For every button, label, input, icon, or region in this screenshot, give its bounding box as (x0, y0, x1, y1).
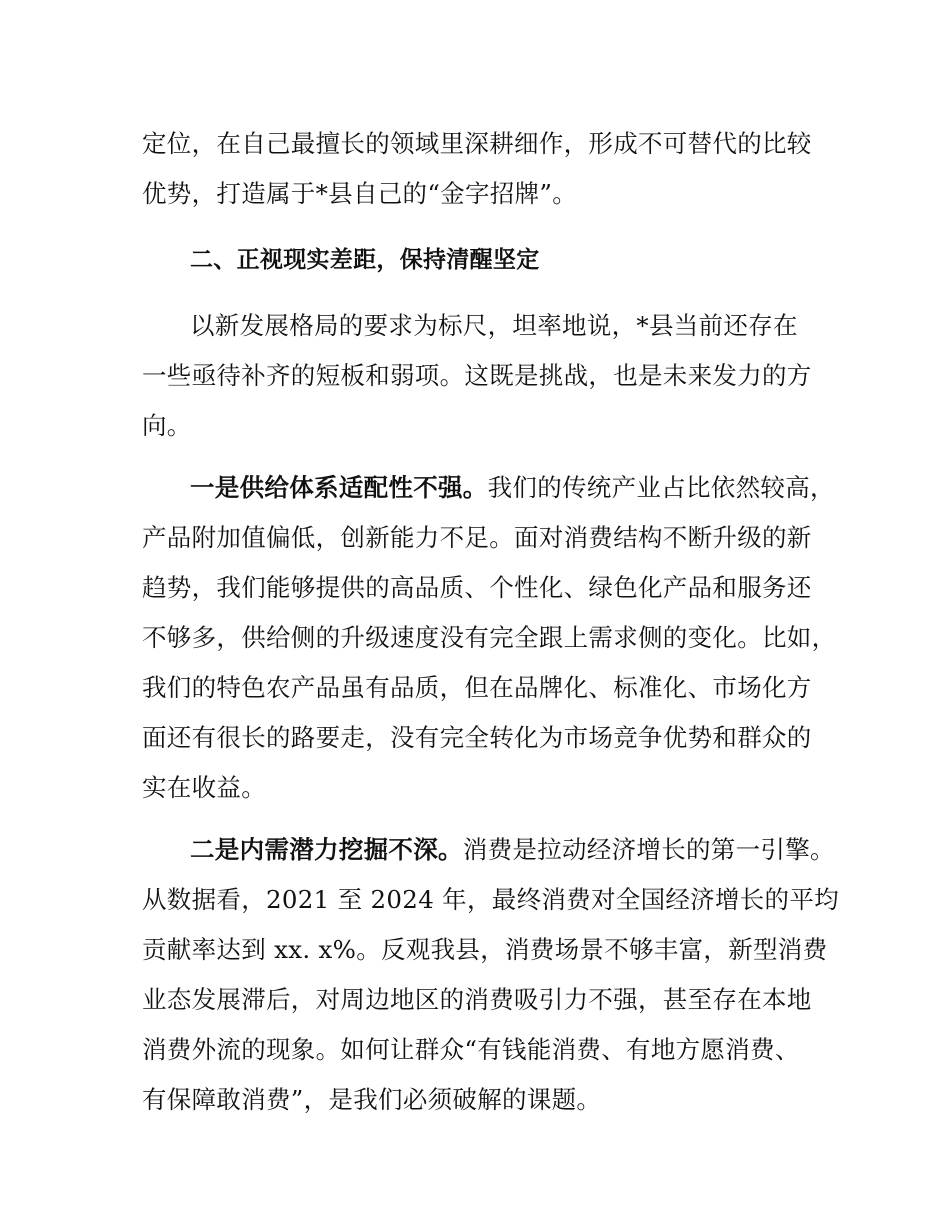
intro-line-2: 优势，打造属于*县自己的“金字招牌”。 (142, 179, 577, 208)
point-two-lead: 二是内需潜力挖掘不深。 (190, 835, 463, 864)
intro-line-1: 定位，在自己最擅长的领域里深耕细作，形成不可替代的比较 (142, 129, 812, 158)
section-heading: 二、正视现实差距，保持清醒坚定 (190, 247, 540, 273)
point-one-first-line-rest: 我们的传统产业占比依然较高， (487, 473, 835, 502)
point-one-line-2: 产品附加值偏低，创新能力不足。面对消费结构不断升级的新 (142, 523, 812, 552)
point-two-first-line-rest: 消费是拉动经济增长的第一引擎。 (462, 835, 835, 864)
point-one-line-5: 我们的特色农产品虽有品质，但在品牌化、标准化、市场化方 (142, 673, 812, 702)
point-two-line-5: 消费外流的现象。如何让群众“有钱能消费、有地方愿消费、 (142, 1035, 800, 1064)
point-one-line-6: 面还有很长的路要走，没有完全转化为市场竞争优势和群众的 (142, 723, 812, 752)
point-two-line-2: 从数据看，2021 至 2024 年，最终消费对全国经济增长的平均 (142, 885, 839, 914)
point-one-lead: 一是供给体系适配性不强。 (190, 473, 488, 502)
point-two-first-line (190, 835, 835, 865)
section-intro-line-3: 向。 (142, 411, 192, 440)
point-one-first-line (190, 473, 835, 503)
section-intro-line-2: 一些亟待补齐的短板和弱项。这既是挑战，也是未来发力的方 (142, 361, 812, 390)
point-one-line-3: 趋势，我们能够提供的高品质、个性化、绿色化产品和服务还 (142, 573, 812, 602)
point-two-line-3: 贡献率达到 xx. x%。反观我县，消费场景不够丰富，新型消费 (142, 935, 828, 964)
point-one-line-7: 实在收益。 (142, 773, 266, 802)
section-intro-line-1: 以新发展格局的要求为标尺，坦率地说，*县当前还存在 (190, 311, 798, 340)
point-two-line-6: 有保障敢消费”，是我们必须破解的课题。 (142, 1085, 602, 1114)
point-one-line-4: 不够多，供给侧的升级速度没有完全跟上需求侧的变化。比如， (142, 623, 837, 652)
point-two-line-4: 业态发展滞后，对周边地区的消费吸引力不强，甚至存在本地 (142, 985, 812, 1014)
